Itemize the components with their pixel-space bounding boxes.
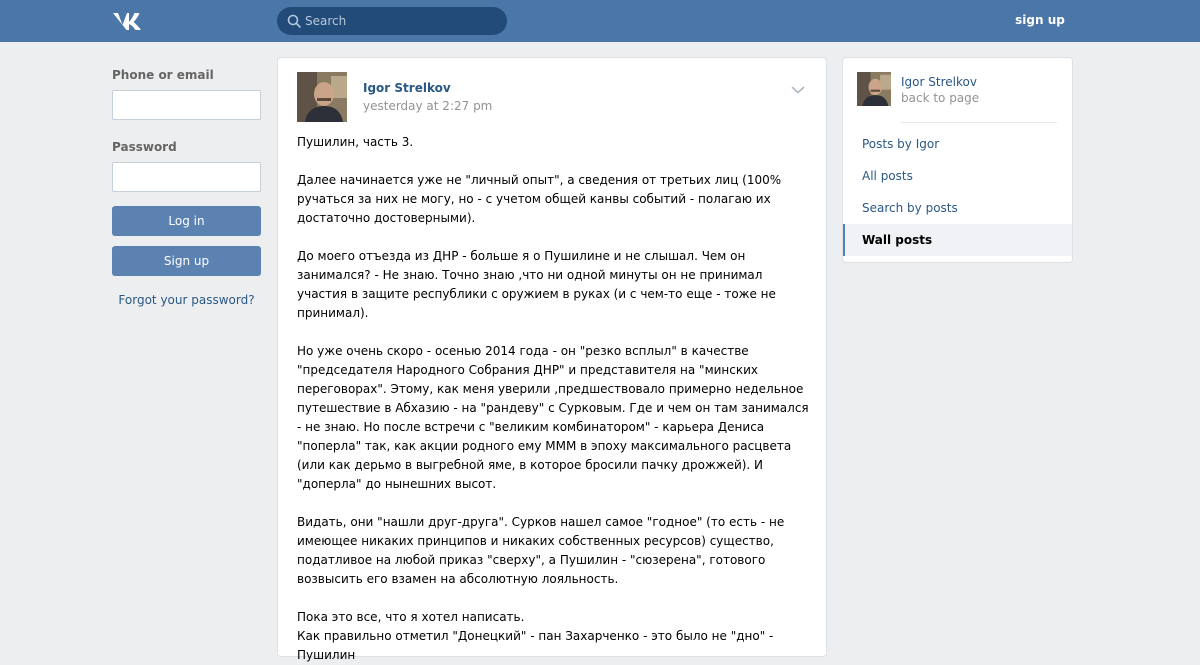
post-author[interactable]: Igor Strelkov bbox=[363, 81, 451, 95]
password-input[interactable] bbox=[112, 162, 261, 192]
search-icon bbox=[287, 14, 301, 28]
post-date[interactable]: yesterday at 2:27 pm bbox=[363, 99, 493, 113]
vk-logo-icon[interactable] bbox=[112, 10, 146, 32]
phone-label: Phone or email bbox=[112, 68, 214, 82]
forgot-password-link[interactable]: Forgot your password? bbox=[118, 293, 255, 307]
wall-post bbox=[277, 57, 827, 662]
search-input[interactable] bbox=[305, 7, 501, 35]
top-bar bbox=[0, 0, 1200, 42]
sidebar-item-posts-by-igor[interactable]: Posts by Igor bbox=[862, 137, 940, 151]
header-sign-up-link[interactable]: sign up bbox=[1015, 13, 1065, 27]
phone-email-input[interactable] bbox=[112, 90, 261, 120]
password-label: Password bbox=[112, 140, 177, 154]
login-form bbox=[112, 68, 261, 307]
back-to-page-link[interactable]: back to page bbox=[901, 91, 980, 105]
divider bbox=[901, 122, 1057, 123]
sidebar-menu bbox=[843, 128, 1072, 256]
sidebar bbox=[842, 57, 1073, 263]
signup-button[interactable]: Sign up bbox=[112, 246, 261, 276]
chevron-down-icon[interactable] bbox=[791, 83, 805, 97]
sidebar-item-search-by-posts[interactable]: Search by posts bbox=[862, 201, 958, 215]
login-button[interactable]: Log in bbox=[112, 206, 261, 236]
author-avatar[interactable] bbox=[297, 72, 347, 122]
search-box[interactable] bbox=[277, 7, 507, 35]
sidebar-item-wall-posts[interactable]: Wall posts bbox=[843, 224, 1072, 256]
sidebar-item-all-posts[interactable]: All posts bbox=[862, 169, 913, 183]
sidebar-author-name[interactable]: Igor Strelkov bbox=[901, 75, 977, 89]
post-text: Пушилин, часть 3. Далее начинается уже не "личный опыт", а сведения от третьих лиц (100% ручаться за них не могу, но - с учетом общей канвы событий - полагаю их достаточно достоверными). До моего отъезда из ДНР - больше я о Пушилине и не слышал. Чем он занимался? - Не знаю. Точно знаю ,что ни одной минуты он не принимал участия в защите республики с оружием в руках (и с чем-то еще - тоже не принимал). Но уже очень скоро - осенью 2014 года - он "резко всплыл" в качестве "председателя Народного Собрания ДНР" и представителя на "минских переговорах". Этому, как меня уверили ,предшествовало примерно недельное путешествие в Абхазию - на "рандеву" с Сурковым. Где и чем он там занимался - не знаю. Но после встречи с "великим комбинатором" - карьера Дениса "поперла" так, как акции родного ему МММ в эпоху максимального расцвета (или как дерьмо в выгребной яме, в которое бросили пачку дрожжей). И "доперла" до нынешних высот. Видать, они "нашли друг-друга". Сурков нашел самое "годное" (то есть - не имеющее никаких принципов и никаких собственных ресурсов) существо, податливое на любой приказ "сверху", а Пушилин - "сюзерена", готового возвысить его взамен на абсолютную лояльность. Пока это все, что я хотел написать. Как правильно отметил "Донецкий" - пан Захарченко - это было не "дно" - Пушилин bbox=[297, 135, 809, 662]
sidebar-avatar[interactable] bbox=[857, 72, 891, 106]
